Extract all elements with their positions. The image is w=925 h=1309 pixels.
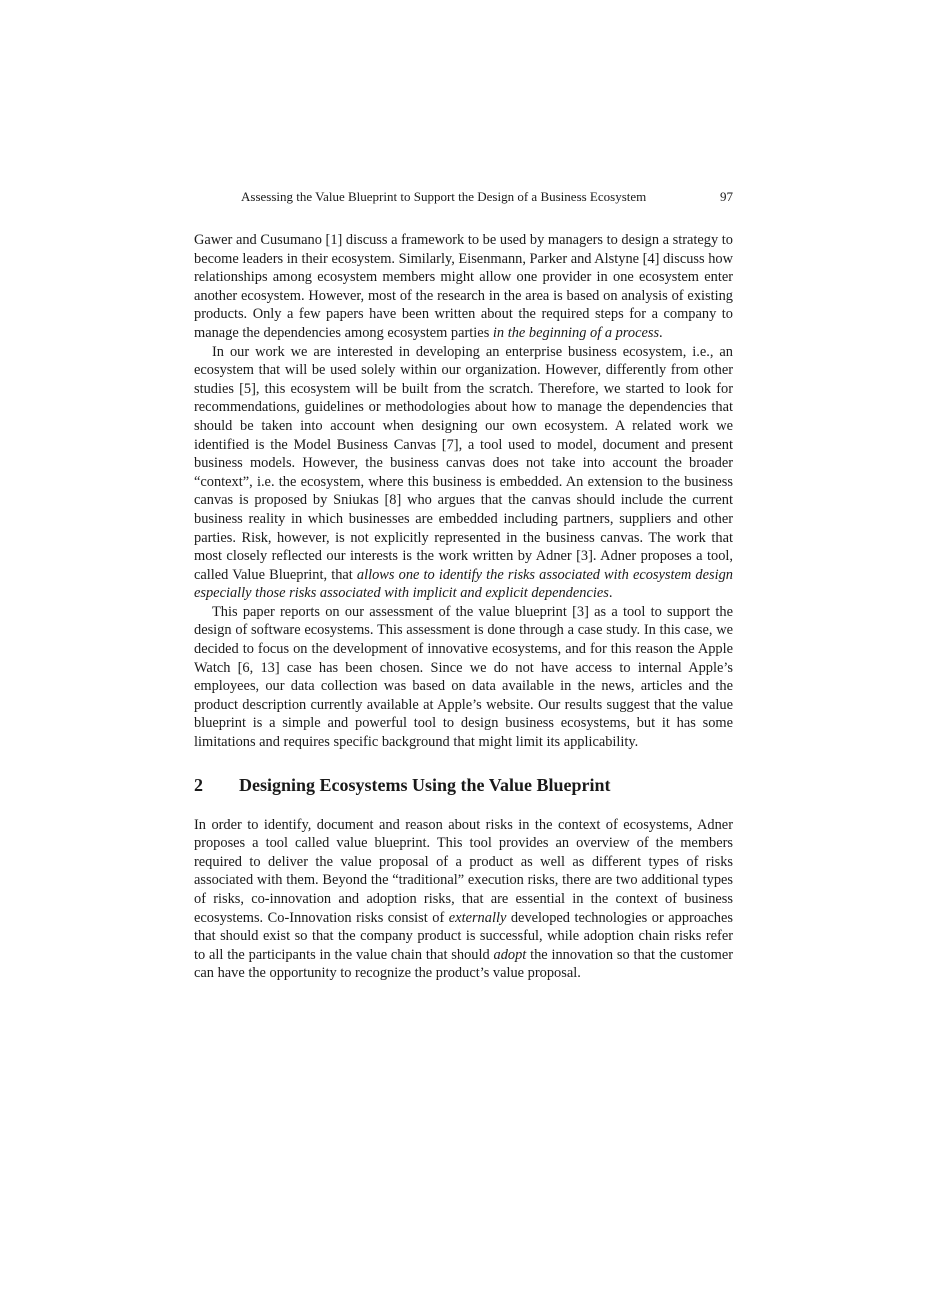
paragraph-2: In our work we are interested in developing an enterprise business ecosystem, i.e., an ecosystem that will be used solely within our organization. However, differently from other studies [5], this ecosystem will be built from the scratch. Therefore, we started to look for recommendations, guidelines or methodologies about how to manage the dependencies that should be taken into account when designing our own ecosystem. A related work we identified is the Model Business Canvas [7], a tool used to model, document and present business models. However, the business canvas does not take into account the broader “context”, i.e. the ecosystem, where this business is embedded. An extension to the business canvas is proposed by Sniukas [8] who argues that the canvas should include the current business reality in which businesses are embedded including partners, suppliers and other parties. Risk, however, is not explicitly represented in the business canvas. The work that most closely reflected our interests is the work written by Adner [3]. Adner proposes a tool, called Value Blueprint, that allows one to identify the risks associated with ecosystem design especially those risks associated with implicit and explicit dependencies. [194, 343, 733, 602]
paragraph-1: Gawer and Cusumano [1] discuss a framework to be used by managers to design a strategy to become leaders in their ecosystem. Similarly, Eisenmann, Parker and Alstyne [4] discuss how relationships among ecosystem members might allow one provider in one ecosystem enter another ecosystem. However, most of the research in the area is based on analysis of existing products. Only a few papers have been written about the required steps for a company to manage the dependencies among ecosystem parties in the beginning of a process. [194, 232, 733, 341]
page-number: 97 [720, 189, 733, 204]
running-head [194, 188, 733, 206]
section-number: 2 [194, 774, 203, 795]
section-heading [194, 774, 733, 796]
body-text [194, 231, 733, 983]
paragraph-4: In order to identify, document and reason about risks in the context of ecosystems, Adner proposes a tool called value blueprint. This tool provides an overview of the members required to deliver the value proposal of a product as well as different types of risks associated with them. Beyond the “traditional” execution risks, there are two additional types of risks, co-innovation and adoption risks, that are essential in the context of business ecosystems. Co-Innovation risks consist of externally developed technologies or approaches that should exist so that the company product is successful, while adoption chain risks refer to all the participants in the value chain that should adopt the innovation so that the customer can have the opportunity to recognize the product’s value proposal. [194, 816, 734, 982]
paragraph-3: This paper reports on our assessment of the value blueprint [3] as a tool to support the design of software ecosystems. This assessment is done through a case study. In this case, we decided to focus on the development of innovative ecosystems, and for this reason the Apple Watch [6, 13] case has been chosen. Since we do not have access to internal Apple’s employees, our data collection was based on data available in the news, articles and the product description currently available at Apple’s website. Our results suggest that the value blueprint is a simple and powerful tool to design business ecosystems, but it has some limitations and requires specific background that might limit its applicability. [194, 603, 733, 751]
section-title: Designing Ecosystems Using the Value Blueprint [239, 774, 611, 795]
running-title: Assessing the Value Blueprint to Support the Design of a Business Ecosystem [241, 189, 647, 204]
